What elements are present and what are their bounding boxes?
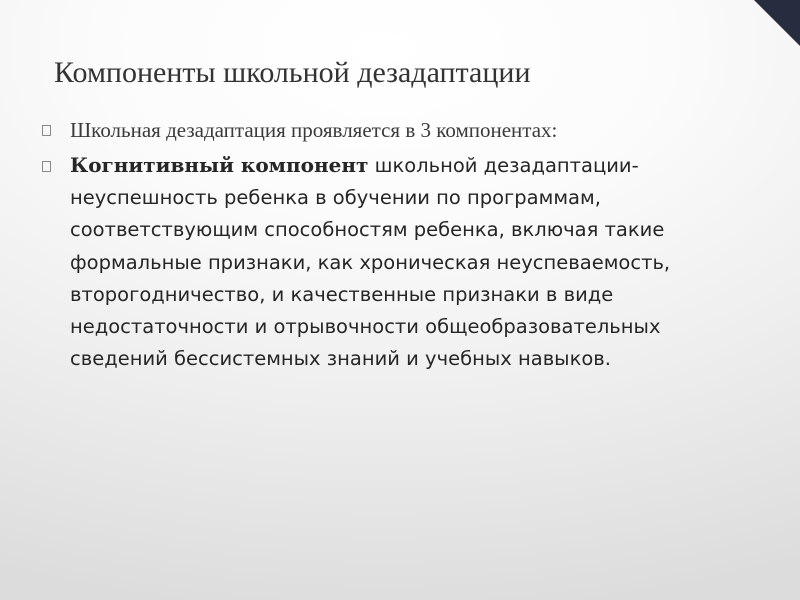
corner-decoration: [754, 0, 800, 46]
bullet-item: [42, 115, 742, 145]
bullet-item: [42, 149, 742, 375]
bullet-text: Школьная дезадаптация проявляется в 3 компонентах:: [70, 118, 558, 142]
slide-title: Компоненты школьной дезадаптации: [54, 56, 531, 89]
bullet-marker-icon: [42, 161, 51, 172]
bullet-marker-icon: [42, 125, 51, 136]
bullet-text: школьной дезадаптации- неуспешность ребенка в обучении по программам, соответствующим способностям ребенка, включая такие формальные признаки, как хроническая неуспеваемость, второгодничество, и качественные признаки в виде недостаточности и отрывочности общеобразовательных сведений бессистемных знаний и учебных навыков.: [70, 154, 671, 371]
bullet-list: [42, 115, 742, 375]
bullet-strong-text: Когнитивный компонент: [70, 153, 369, 177]
